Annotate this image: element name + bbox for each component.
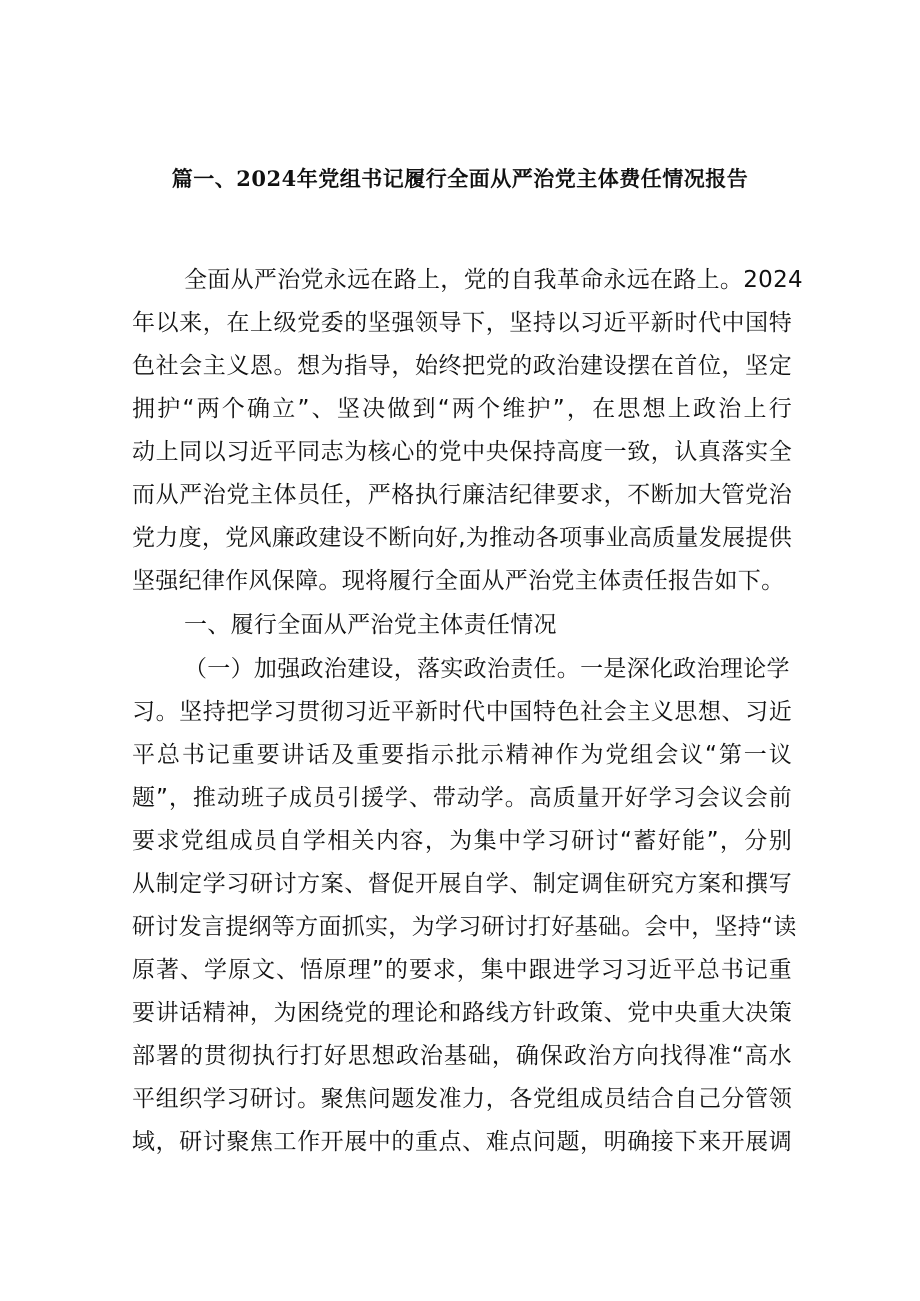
text-line: 域，研讨聚焦工作开展中的重点、难点问题，明确接下来开展调 — [132, 1129, 792, 1155]
section-heading: 一、履行全面从严治党主体责任情况 — [184, 612, 557, 638]
text-line: 从制定学习研讨方案、督促开展自学、制定调隹研究方案和撰写 — [132, 871, 792, 897]
text-line: （一）加强政治建设，落实政治责任。一是深化政治理论学 — [184, 656, 790, 682]
text-line: 党力度，党风廉政建设不断向好,为推动各项事业高质量发展提供 — [132, 525, 793, 551]
text-line: 要求党组成员自学相关内容，为集中学习研讨“蓄好能”，分别 — [132, 828, 792, 854]
text-line: 习。坚持把学习贯彻习近平新时代中国特色社会主义思想、习近 — [132, 699, 792, 725]
document-title: 篇一、2024年党组书记履行全面从严治党主体费任情况报告 — [171, 166, 749, 191]
text-line: 部署的贯彻执行打好思想政治基础，确保政治方向找得准“高水 — [132, 1043, 792, 1069]
text-line: 而从严治党主体员任，严格执行廉洁纪律要求，不断加大管党治 — [132, 482, 792, 508]
text-line: 题”，推动班子成员引援学、带动学。高质量开好学习会议会前 — [132, 785, 792, 811]
text-line: 年以来，在上级党委的坚强领导下，坚持以习近平新时代中国特 — [132, 310, 792, 336]
text-line: 平组织学习研讨。聚焦问题发准力，各党组成员结合自己分管领 — [132, 1086, 792, 1112]
text-line: 原著、学原文、悟原理”的要求，集中跟进学习习近平总书记重 — [132, 957, 792, 983]
text-line: 动上同以习近平同志为核心的党中央保持高度一致，认真落实全 — [132, 439, 792, 465]
text-line: 坚强纪律作风保障。现将履行全面从严治党主体责任报告如下。 — [132, 568, 785, 594]
text-line: 全面从严治党永远在路上，党的自我革命永远在路上。2024 — [184, 267, 803, 293]
text-line: 平总书记重要讲话及重要指示批示精神作为党组会议“第一议 — [132, 742, 792, 768]
text-line: 色社会主义恩。想为指导，始终把党的政治建设摆在首位，坚定 — [132, 353, 792, 379]
text-line: 要讲话精神，为困绕党的理论和路线方针政策、党中央重大决策 — [132, 1000, 792, 1026]
text-line: 研讨发言提纲等方面抓实，为学习研讨打好基础。会中，坚持“读 — [132, 914, 797, 940]
text-line: 拥护“两个确立”、坚决做到“两个维护”，在思想上政治上行 — [132, 396, 792, 422]
